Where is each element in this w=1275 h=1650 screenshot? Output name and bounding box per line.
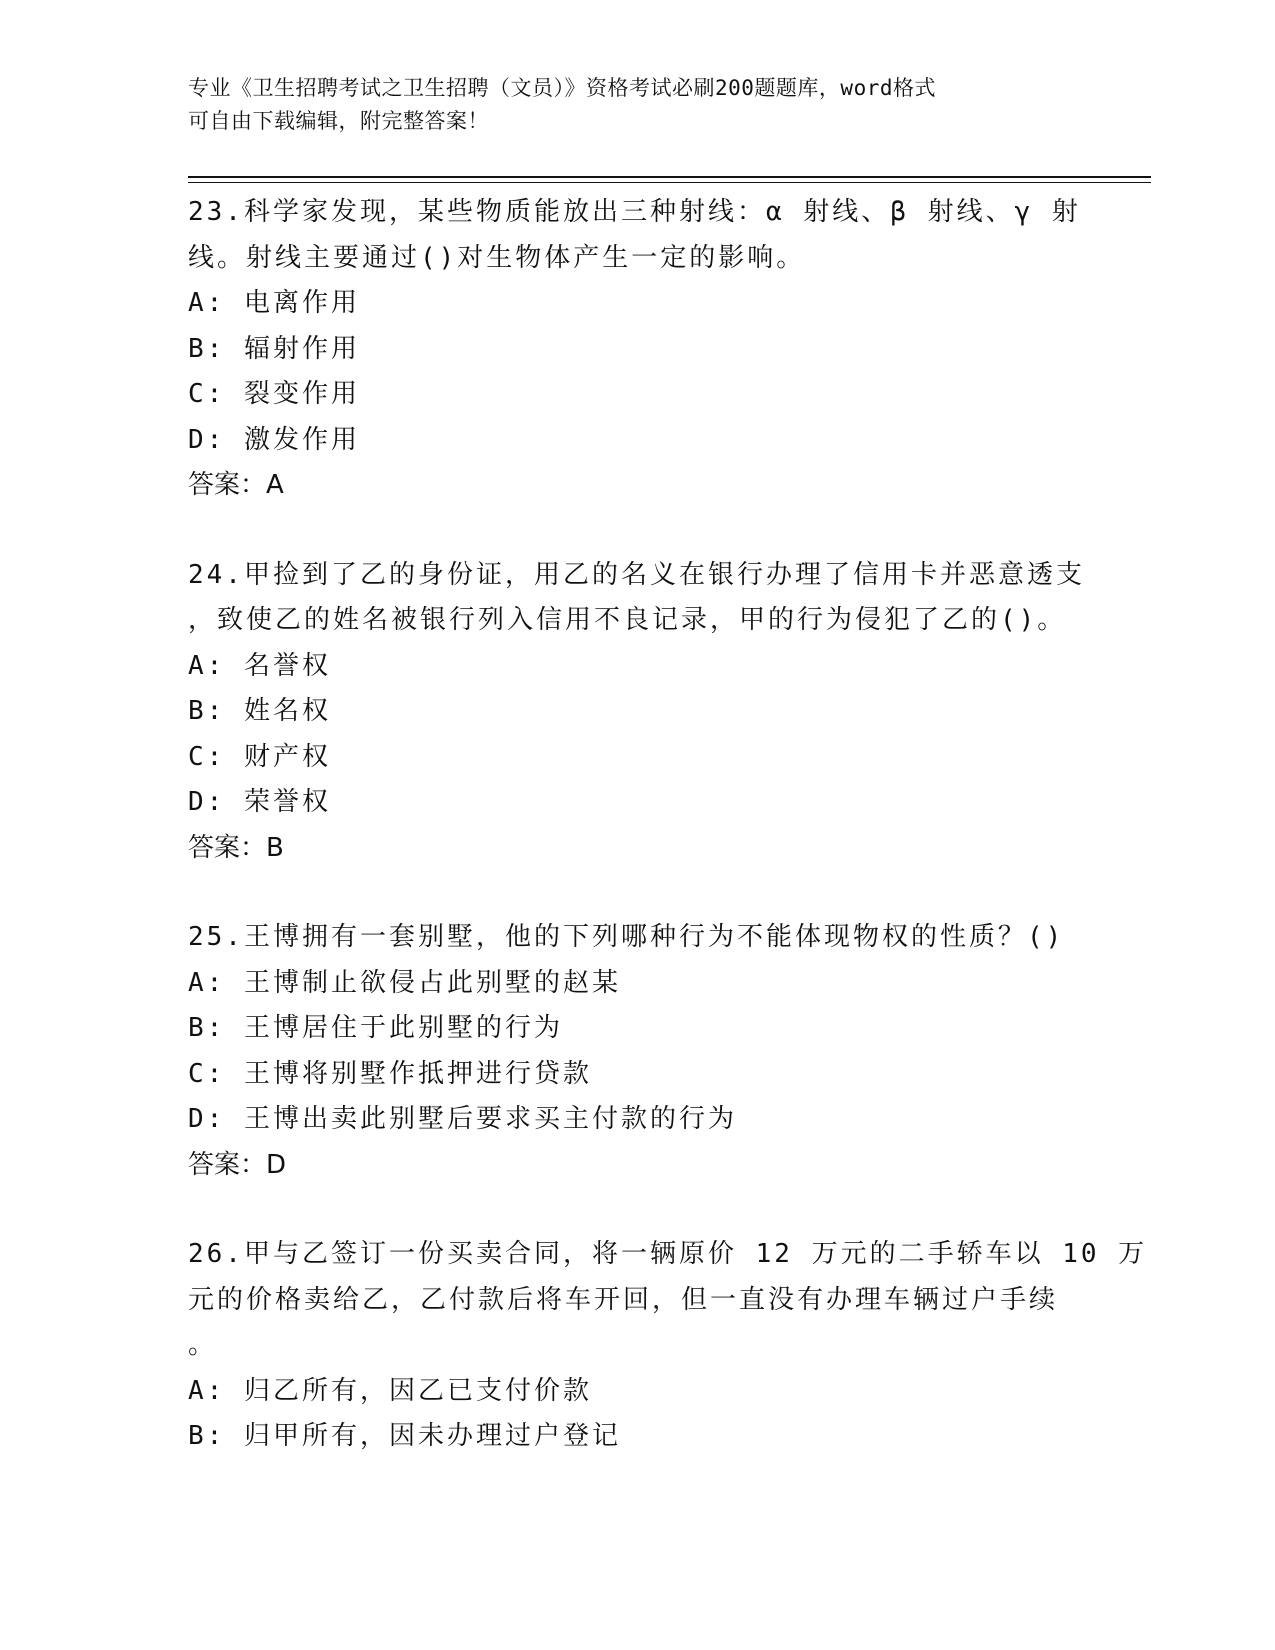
header-divider-thin [188, 182, 1151, 183]
option-b: B: 王博居住于此别墅的行为 [188, 1013, 563, 1043]
question-stem-line: 25.王博拥有一套别墅，他的下列哪种行为不能体现物权的性质？() [188, 922, 1065, 952]
option-b: B: 归甲所有，因未办理过户登记 [188, 1421, 621, 1451]
option-d: D: 荣誉权 [188, 787, 331, 817]
option-a: A: 归乙所有，因乙已支付价款 [188, 1375, 592, 1406]
question-25 [188, 915, 1088, 1188]
option-d: D: 激发作用 [188, 424, 360, 455]
header-line-2: 可自由下载编辑，附完整答案！ [188, 109, 489, 133]
option-a: A: 名誉权 [188, 650, 331, 681]
question-26 [188, 1232, 1148, 1460]
question-23 [188, 190, 1088, 509]
question-stem-line: 元的价格卖给乙，乙付款后将车开回，但一直没有办理车辆过户手续 [188, 1284, 1059, 1315]
question-list [188, 190, 1148, 1504]
question-stem-line: 24.甲捡到了乙的身份证，用乙的名义在银行办理了信用卡并恶意透支 [188, 559, 1085, 590]
question-stem-line: 23.科学家发现，某些物质能放出三种射线：α 射线、β 射线、γ 射 [188, 197, 1081, 227]
document-header [188, 72, 1088, 138]
question-stem-line: 线。射线主要通过()对生物体产生一定的影响。 [188, 242, 806, 273]
option-c: C: 王博将别墅作抵押进行贷款 [188, 1058, 592, 1089]
answer-line: 答案：D [188, 1149, 287, 1180]
answer-line: 答案：A [188, 470, 284, 500]
question-24 [188, 553, 1088, 872]
option-b: B: 辐射作用 [188, 333, 360, 364]
question-stem-line: 26.甲与乙签订一份买卖合同，将一辆原价 12 万元的二手轿车以 10 万 [188, 1239, 1148, 1269]
option-a: A: 电离作用 [188, 288, 360, 318]
header-line-1: 专业《卫生招聘考试之卫生招聘（文员）》资格考试必刷200题题库，word格式 [188, 76, 936, 100]
question-stem-line: 。 [188, 1330, 218, 1360]
header-divider-thick [188, 176, 1151, 178]
answer-line: 答案：B [188, 832, 284, 863]
option-c: C: 财产权 [188, 741, 331, 772]
option-a: A: 王博制止欲侵占此别墅的赵某 [188, 967, 621, 998]
option-d: D: 王博出卖此别墅后要求买主付款的行为 [188, 1104, 737, 1134]
option-b: B: 姓名权 [188, 696, 331, 726]
question-stem-line: ，致使乙的姓名被银行列入信用不良记录，甲的行为侵犯了乙的()。 [188, 605, 1067, 635]
option-c: C: 裂变作用 [188, 379, 360, 409]
